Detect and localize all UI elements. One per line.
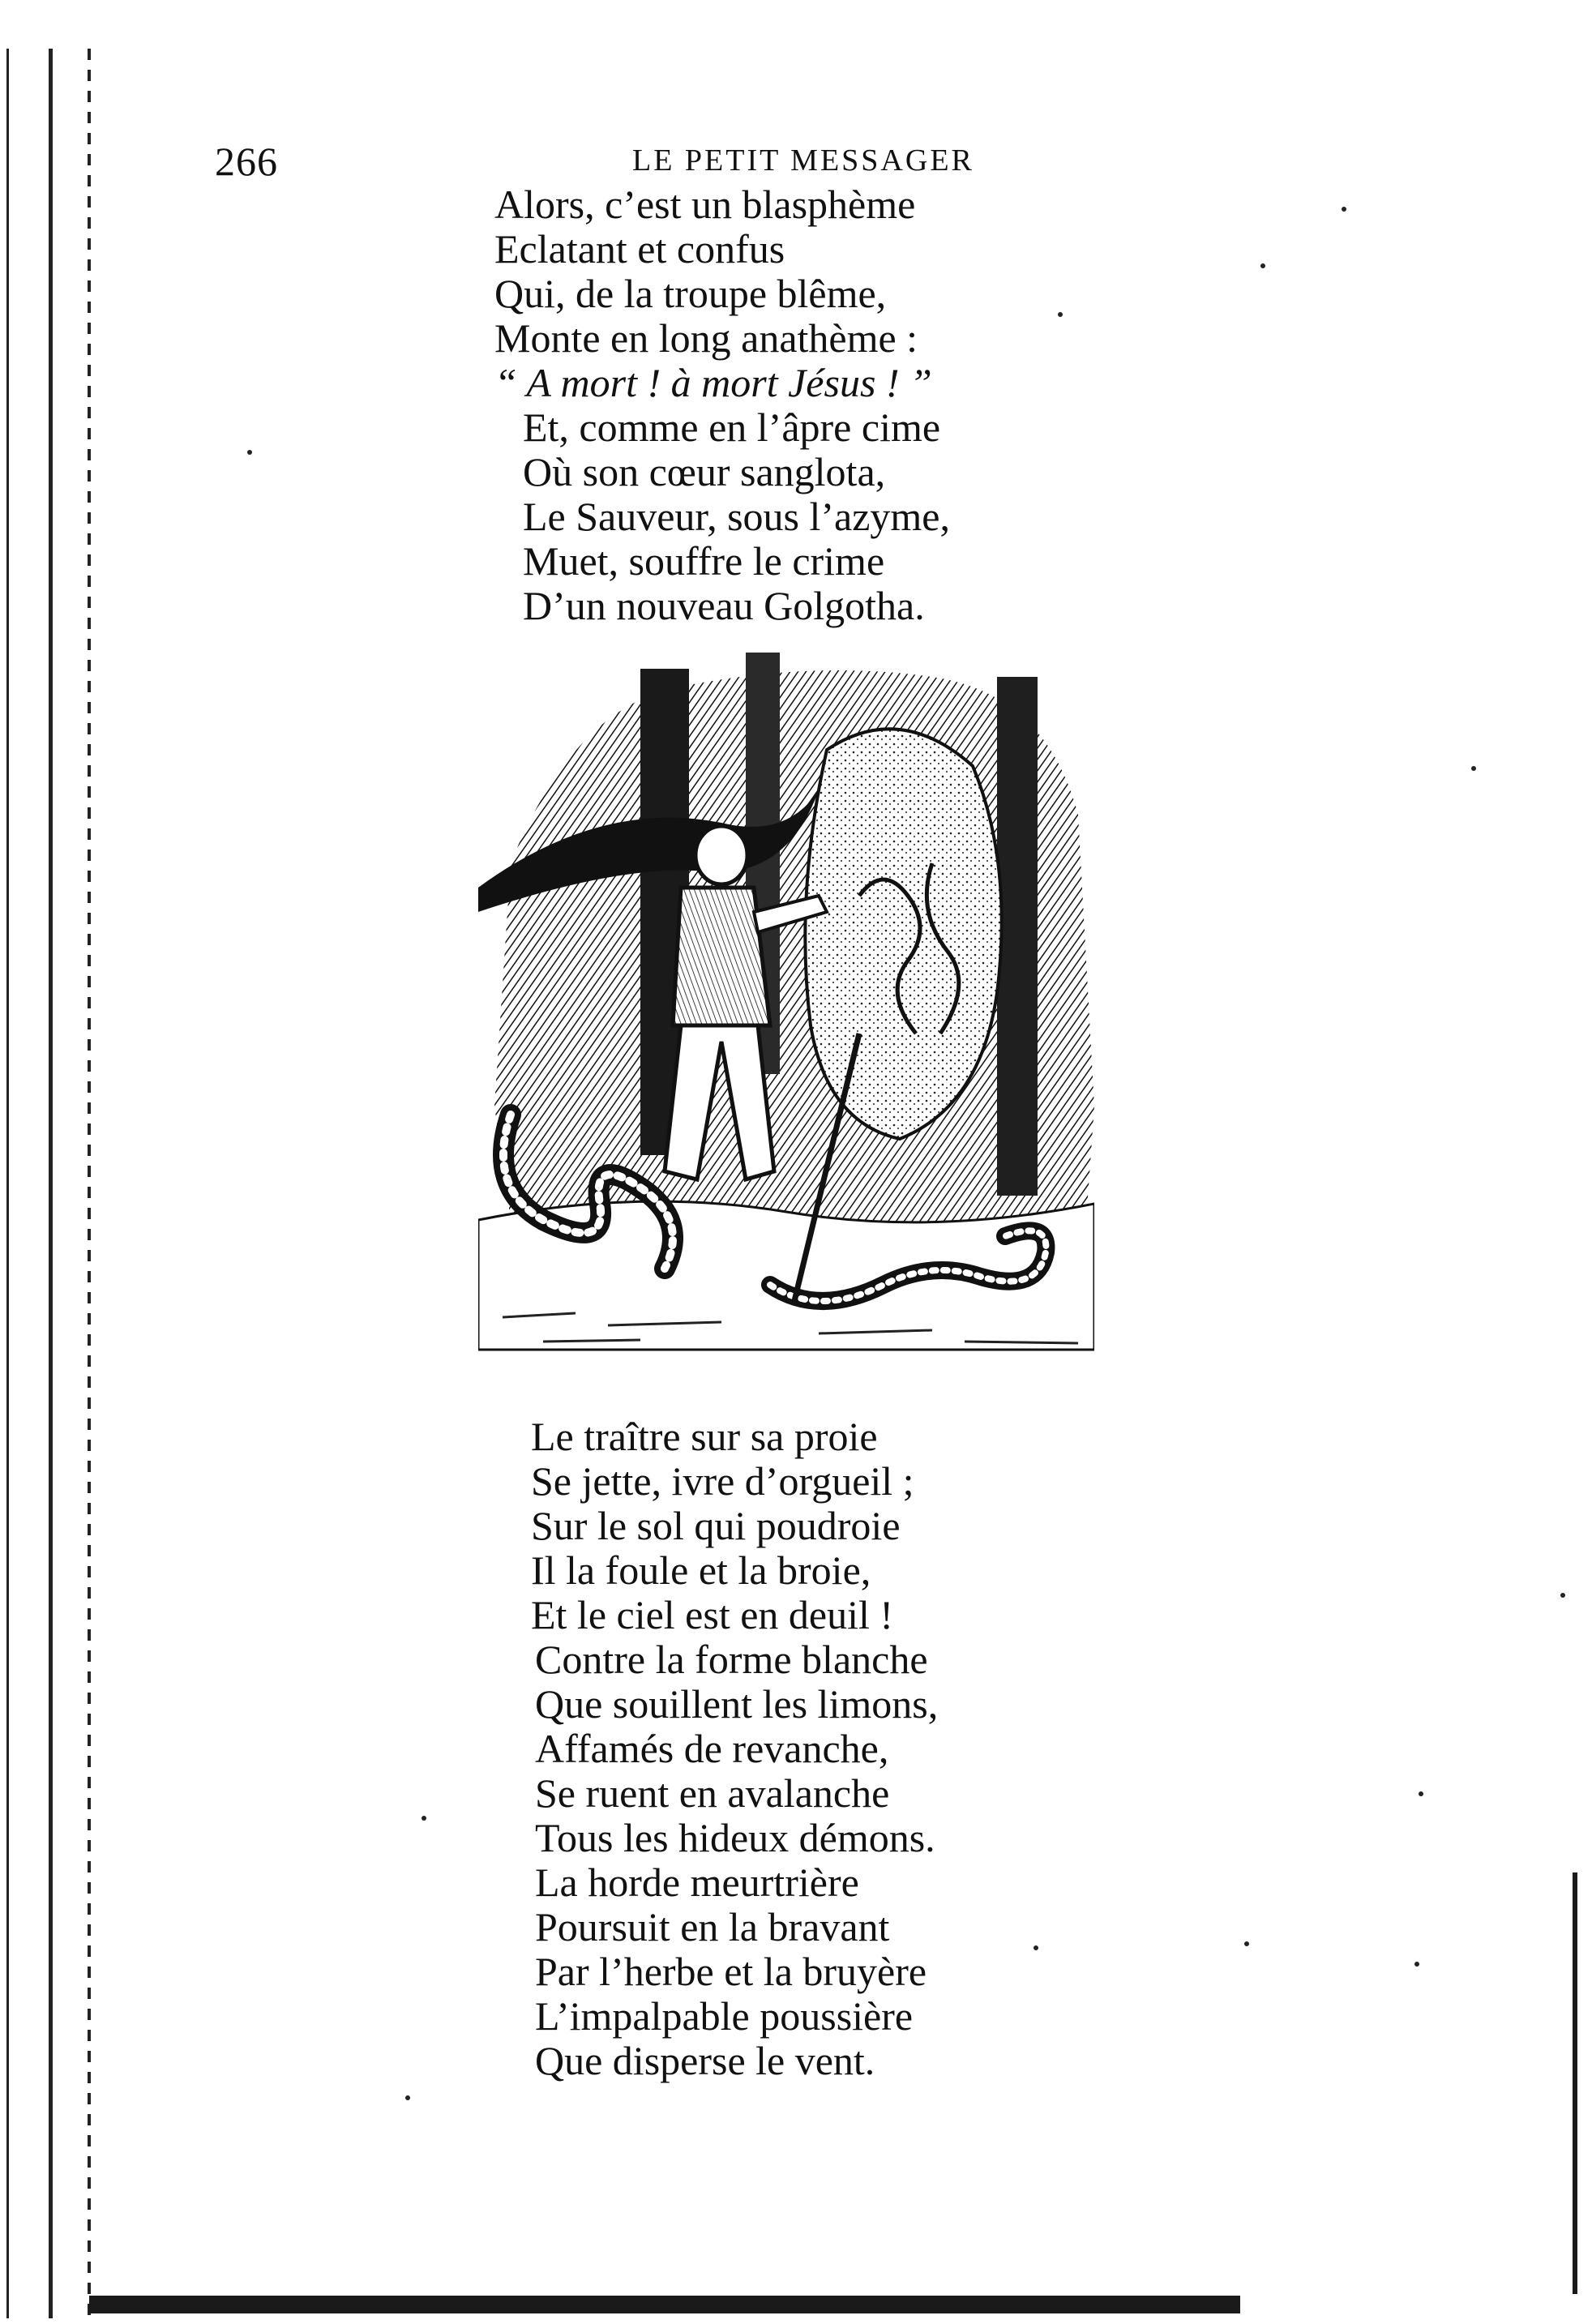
- ink-speck: [422, 1816, 426, 1821]
- ink-speck: [1034, 1945, 1038, 1950]
- ink-speck: [1342, 207, 1346, 212]
- verse-line: “ A mort ! à mort Jésus ! ”: [494, 360, 932, 405]
- ink-speck: [1414, 1962, 1419, 1967]
- page-number: 266: [215, 139, 278, 184]
- verse-line: Contre la forme blanche: [535, 1637, 928, 1682]
- verse-line: Tous les hideux démons.: [535, 1815, 935, 1860]
- ink-speck: [405, 2095, 410, 2100]
- verse-line: Affamés de revanche,: [535, 1726, 889, 1771]
- ink-speck: [1471, 766, 1476, 771]
- ink-speck: [1260, 263, 1265, 268]
- stanza: [523, 405, 950, 628]
- ink-speck: [1058, 312, 1063, 317]
- running-title: LE PETIT MESSAGER: [632, 143, 974, 178]
- book-binding-edge: [0, 49, 105, 2318]
- scan-bottom-edge: [89, 2296, 1240, 2313]
- ink-speck: [1419, 1791, 1423, 1796]
- stanza: [494, 182, 932, 405]
- verse-line: Alors, c’est un blasphème: [494, 182, 916, 227]
- verse-line: D’un nouveau Golgotha.: [523, 583, 925, 628]
- verse-line: La horde meurtrière: [535, 1860, 859, 1905]
- verse-line: Que souillent les limons,: [535, 1681, 939, 1727]
- verse-line: Et le ciel est en deuil !: [531, 1592, 894, 1637]
- verse-line: Sur le sol qui poudroie: [531, 1503, 901, 1548]
- verse-line: Le traître sur sa proie: [531, 1414, 878, 1459]
- engraving-figure-with-serpent-icon: [478, 653, 1094, 1382]
- binding-rule: [49, 49, 53, 2318]
- verse-line: Eclatant et confus: [494, 226, 785, 272]
- ink-speck: [247, 450, 252, 455]
- scan-right-edge: [1573, 1872, 1577, 2294]
- verse-line: Et, comme en l’âpre cime: [523, 404, 941, 450]
- page-header: [215, 138, 1042, 186]
- verse-line: Il la foule et la broie,: [531, 1547, 871, 1593]
- ink-speck: [1560, 1593, 1565, 1598]
- stanza: [535, 1637, 938, 1860]
- verse-line: L’impalpable poussière: [535, 1993, 914, 2039]
- verse-line: Poursuit en la bravant: [535, 1904, 890, 1950]
- verse-line: Par l’herbe et la bruyère: [535, 1949, 927, 1994]
- verse-line: Où son cœur sanglota,: [523, 449, 886, 494]
- stanza: [535, 1860, 927, 2083]
- verse-line: Se ruent en avalanche: [535, 1770, 890, 1816]
- verse-line: Muet, souffre le crime: [523, 538, 885, 584]
- verse-line: Le Sauveur, sous l’azyme,: [523, 494, 951, 539]
- verse-line: Qui, de la troupe blême,: [494, 271, 887, 316]
- verse-line: Monte en long anathème :: [494, 315, 918, 361]
- verse-line: Que disperse le vent.: [535, 2038, 875, 2083]
- ink-speck: [1244, 1941, 1249, 1946]
- verse-line: Se jette, ivre d’orgueil ;: [531, 1458, 914, 1504]
- binding-rule: [88, 49, 91, 2318]
- stanza: [531, 1415, 914, 1637]
- binding-rule: [6, 49, 9, 2318]
